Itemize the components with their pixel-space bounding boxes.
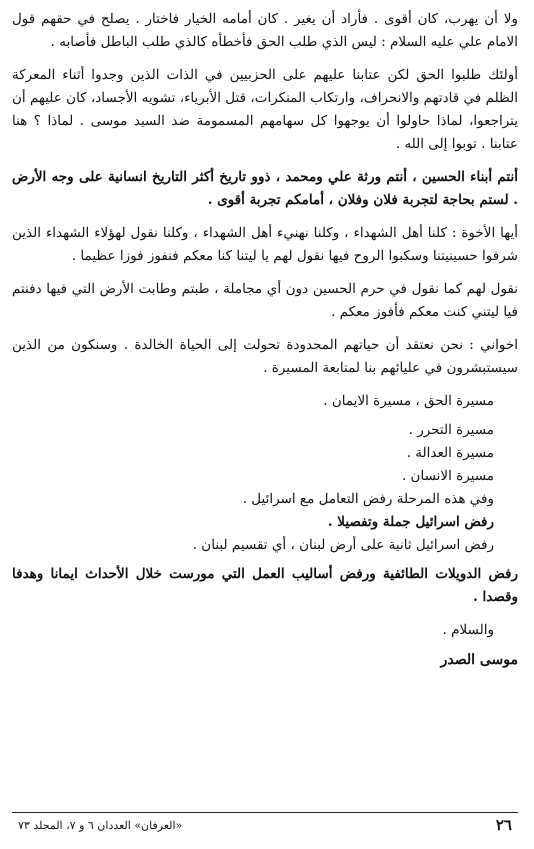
page-number: ٢٦ (495, 816, 512, 834)
list-item: رفض اسرائيل جملة وتفصيلا . (327, 514, 494, 530)
list-item: وفي هذه المرحلة رفض التعامل مع اسرائيل . (242, 491, 494, 507)
list-item: مسيرة الانسان . (401, 468, 494, 484)
paragraph-5: نقول لهم كما نقول في حرم الحسين دون أي مجاملة ، طبتم وطابت الأرض التي فيها دفنتم فيا ليتني كنت معكم فأفوز معكم . (12, 281, 518, 320)
list-item: مسيرة الحق ، مسيرة الايمان . (323, 393, 494, 409)
article-body (12, 8, 518, 668)
footer-divider (12, 812, 518, 813)
author-signature: موسى الصدر (440, 652, 518, 668)
paragraph-7: رفض الدويلات الطائفية ورفض أساليب العمل التي مورست خلال الأحداث ايمانا وهدفا وقصدا . (12, 566, 518, 605)
list-item: مسيرة التحرر . (408, 422, 494, 438)
paragraph-3: أنتم أبناء الحسين ، أنتم ورثة علي ومحمد ، ذوو تاريخ أكثر التاريخ انسانية على وجه الأرض . لستم بحاجة لتجربة فلان وفلان ، أمامكم تجربة أقوى . (12, 169, 518, 208)
closing-line: والسلام . (442, 622, 494, 638)
march-list (12, 390, 494, 557)
list-item: مسيرة العدالة . (406, 445, 494, 461)
journal-citation: «العرفان» العددان ٦ و ٧، المجلد ٧٣ (18, 819, 183, 832)
paragraph-4: أيها الأخوة : كلنا أهل الشهداء ، وكلنا نهنيء أهل الشهداء ، وكلنا نقول لهؤلاء الشهداء الذين شرفوا حسينيتنا وسكبوا الروح فيها نقول لهم يا ليتنا كنا معكم فنفوز فوزا عظيما . (12, 225, 518, 264)
paragraph-2: أولئك طلبوا الحق لكن عتابنا عليهم على الحزبيين في الذات الذين وجدوا أثناء المعركة الظلم في قادتهم والانحراف، وارتكاب المنكرات، قتل الأبرياء، تشويه الأجساد، كان عليهم أن يتراجعوا، لماذا حاولوا أن يوجهوا كل سهامهم المسمومة ضد السيد موسى . لماذا ؟ هنا عتابنا . توبوا إلى الله . (12, 67, 518, 152)
paragraph-1: ولا أن يهرب، كان أقوى . فأراد أن يغير . كان أمامه الخيار فاختار . يصلح في حقهم قول الامام علي عليه السلام : ليس الذي طلب الحق فأخطأه كالذي طلب الباطل فأصابه . (12, 11, 518, 50)
list-item: رفض اسرائيل ثانية على أرض لبنان ، أي تقسيم لبنان . (192, 537, 494, 553)
paragraph-6: اخواني : نحن نعتقد أن حياتهم المحدودة تحولت إلى الحياة الخالدة . وسنكون من الذين سيستبشرون في عليائهم بنا لمتابعة المسيرة . (12, 337, 518, 376)
